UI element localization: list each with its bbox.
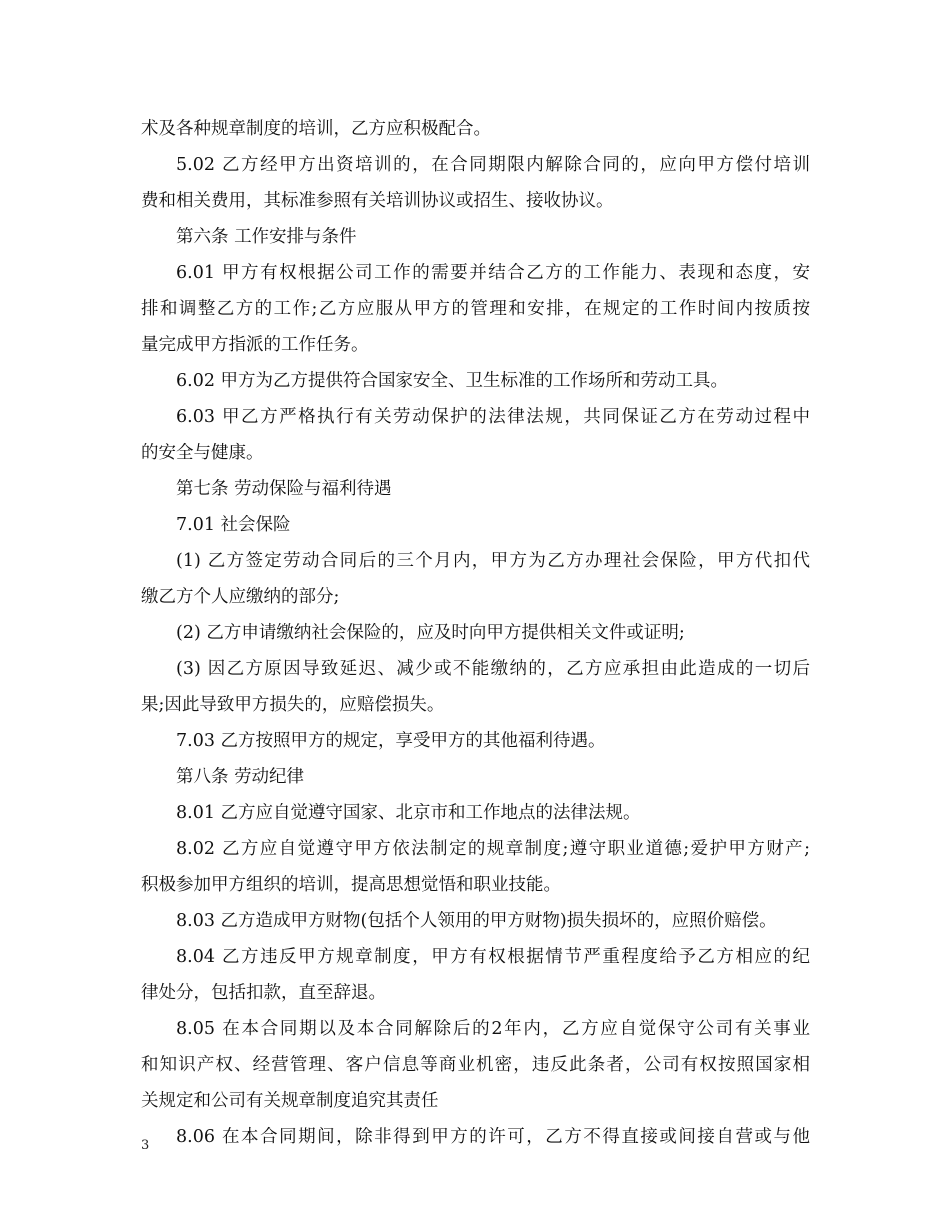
text-line: 的安全与健康。 [141, 443, 264, 463]
text-line: 8.02 乙方应自觉遵守甲方依法制定的规章制度;遵守职业道德;爱护甲方财产; [176, 839, 810, 859]
text-line: 8.05 在本合同期以及本合同解除后的2年内，乙方应自觉保守公司有关事业 [176, 1019, 810, 1039]
text-line: 6.01 甲方有权根据公司工作的需要并结合乙方的工作能力、表现和态度，安 [176, 263, 810, 283]
section-heading: 第七条 劳动保险与福利待遇 [176, 479, 392, 499]
text-line: 排和调整乙方的工作;乙方应服从甲方的管理和安排，在规定的工作时间内按质按 [141, 299, 810, 319]
page-number: 3 [141, 1138, 150, 1153]
text-line: 果;因此导致甲方损失的，应赔偿损失。 [141, 695, 445, 715]
text-line: (2) 乙方申请缴纳社会保险的，应及时向甲方提供相关文件或证明; [176, 623, 685, 643]
text-line: 缴乙方个人应缴纳的部分; [141, 587, 340, 607]
text-line: 8.03 乙方造成甲方财物(包括个人领用的甲方财物)损失损坏的，应照价赔偿。 [176, 911, 777, 931]
text-line: (1) 乙方签定劳动合同后的三个月内，甲方为乙方办理社会保险，甲方代扣代 [176, 551, 810, 571]
text-line: 和知识产权、经营管理、客户信息等商业机密，违反此条者，公司有权按照国家相 [141, 1055, 810, 1075]
text-line: 积极参加甲方组织的培训，提高思想觉悟和职业技能。 [141, 875, 561, 895]
text-line: 量完成甲方指派的工作任务。 [141, 335, 369, 355]
text-line: 7.01 社会保险 [176, 515, 291, 535]
text-line: 6.03 甲乙方严格执行有关劳动保护的法律法规，共同保证乙方在劳动过程中 [176, 407, 810, 427]
text-line: 费和相关费用，其标准参照有关培训协议或招生、接收协议。 [141, 191, 614, 211]
section-heading: 第六条 工作安排与条件 [176, 227, 357, 247]
text-line: 律处分，包括扣款，直至辞退。 [141, 983, 386, 1003]
text-line: 8.04 乙方违反甲方规章制度，甲方有权根据情节严重程度给予乙方相应的纪 [176, 947, 810, 967]
text-line: 7.03 乙方按照甲方的规定，享受甲方的其他福利待遇。 [176, 731, 606, 751]
text-line: 术及各种规章制度的培训，乙方应积极配合。 [141, 119, 491, 139]
text-line: 6.02 甲方为乙方提供符合国家安全、卫生标准的工作场所和劳动工具。 [176, 371, 729, 391]
text-line: 8.01 乙方应自觉遵守国家、北京市和工作地点的法律法规。 [176, 803, 641, 823]
section-heading: 第八条 劳动纪律 [176, 767, 305, 787]
text-line: 关规定和公司有关规章制度追究其责任 [141, 1091, 439, 1111]
text-line: 5.02 乙方经甲方出资培训的，在合同期限内解除合同的，应向甲方偿付培训 [176, 155, 810, 175]
text-line: (3) 因乙方原因导致延迟、减少或不能缴纳的，乙方应承担由此造成的一切后 [176, 659, 810, 679]
text-line: 8.06 在本合同期间，除非得到甲方的许可，乙方不得直接或间接自营或与他 [176, 1127, 810, 1147]
